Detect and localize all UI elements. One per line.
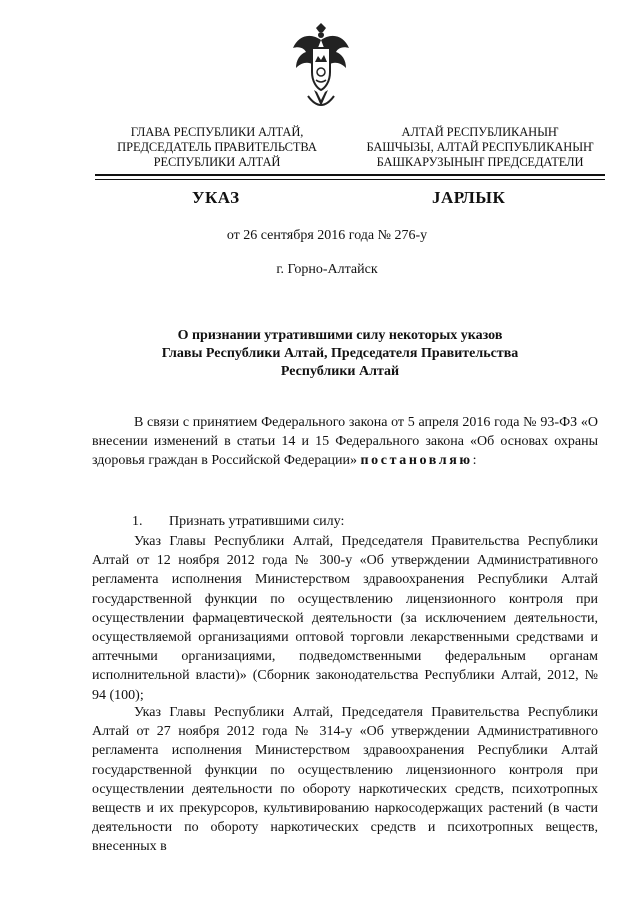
document-city: г. Горно-Алтайск bbox=[276, 262, 378, 277]
header-divider-thick bbox=[95, 174, 605, 176]
header-left-line: ГЛАВА РЕСПУБЛИКИ АЛТАЙ, bbox=[130, 125, 304, 139]
document-date: от 26 сентября 2016 года № 276-у bbox=[226, 228, 428, 243]
title-line: О признании утратившими силу некоторых указов bbox=[177, 328, 503, 343]
decree-colon: : bbox=[472, 453, 477, 469]
act-type-altai: JАРЛЫК bbox=[432, 188, 506, 207]
act-type-russian: УКАЗ bbox=[192, 188, 240, 207]
header-left-line: ПРЕДСЕДАТЕЛЬ ПРАВИТЕЛЬСТВА bbox=[117, 140, 317, 154]
header-right-line: БАШКАРУЗЫНЫҤ ПРЕДСЕДАТЕЛИ bbox=[376, 155, 584, 169]
header-right-block bbox=[360, 125, 600, 170]
item-heading: Признать утратившими силу: bbox=[169, 514, 345, 529]
item-paragraph-2: Указ Главы Республики Алтай, Председателя Правительства Республики Алтай от 27 ноября 2012 года № 314-у «Об утверждении Административного регламента исполнения Министерством здравоохранения Республики Алтай государственной функции по осуществлению лицензионного контроля при осуществлении деятельности по обороту наркотических средств, психотропных веществ и их прекурсоров, культивированию наркосодержащих растений (в части деятельности по обороту наркотических средств и психотропных веществ, внесенных в bbox=[92, 705, 598, 855]
decree-word: постановляю bbox=[360, 453, 473, 469]
header-right-line: АЛТАЙ РЕСПУБЛИКАНЫҤ bbox=[401, 125, 559, 139]
header-left-line: РЕСПУБЛИКИ АЛТАЙ bbox=[153, 155, 281, 169]
coat-of-arms-icon bbox=[290, 22, 352, 114]
item-number: 1. bbox=[132, 514, 143, 529]
header-divider-thin bbox=[95, 179, 605, 180]
intro-text: В связи с принятием Федерального закона от 5 апреля 2016 года № 93-ФЗ «О внесении изменений в статьи 14 и 15 Федерального закона «Об основах охраны здоровья граждан в Российской Федерации» bbox=[92, 415, 598, 469]
header-left-block bbox=[112, 125, 322, 170]
item-paragraph-1: Указ Главы Республики Алтай, Председателя Правительства Республики Алтай от 12 ноября 2012 года № 300-у «Об утверждении Административного регламента исполнения Министерством здравоохранения Республики Алтай государственной функции по осуществлению лицензионного контроля при осуществлении фармацевтической деятельности (за исключением деятельности, осуществляемой организациями оптовой торговли лекарственными средствами и аптечными организациями, подведомственными федеральным органам исполнительной власти)» (Сборник законодательства Республики Алтай, 2012, № 94 (100); bbox=[92, 534, 598, 703]
intro-paragraph bbox=[92, 413, 598, 471]
document-title bbox=[140, 327, 540, 381]
title-line: Республики Алтай bbox=[280, 364, 400, 379]
header-right-line: БАШЧЫЗЫ, АЛТАЙ РЕСПУБЛИКАНЫҤ bbox=[366, 140, 594, 154]
title-line: Главы Республики Алтай, Председателя Правительства bbox=[161, 346, 519, 361]
